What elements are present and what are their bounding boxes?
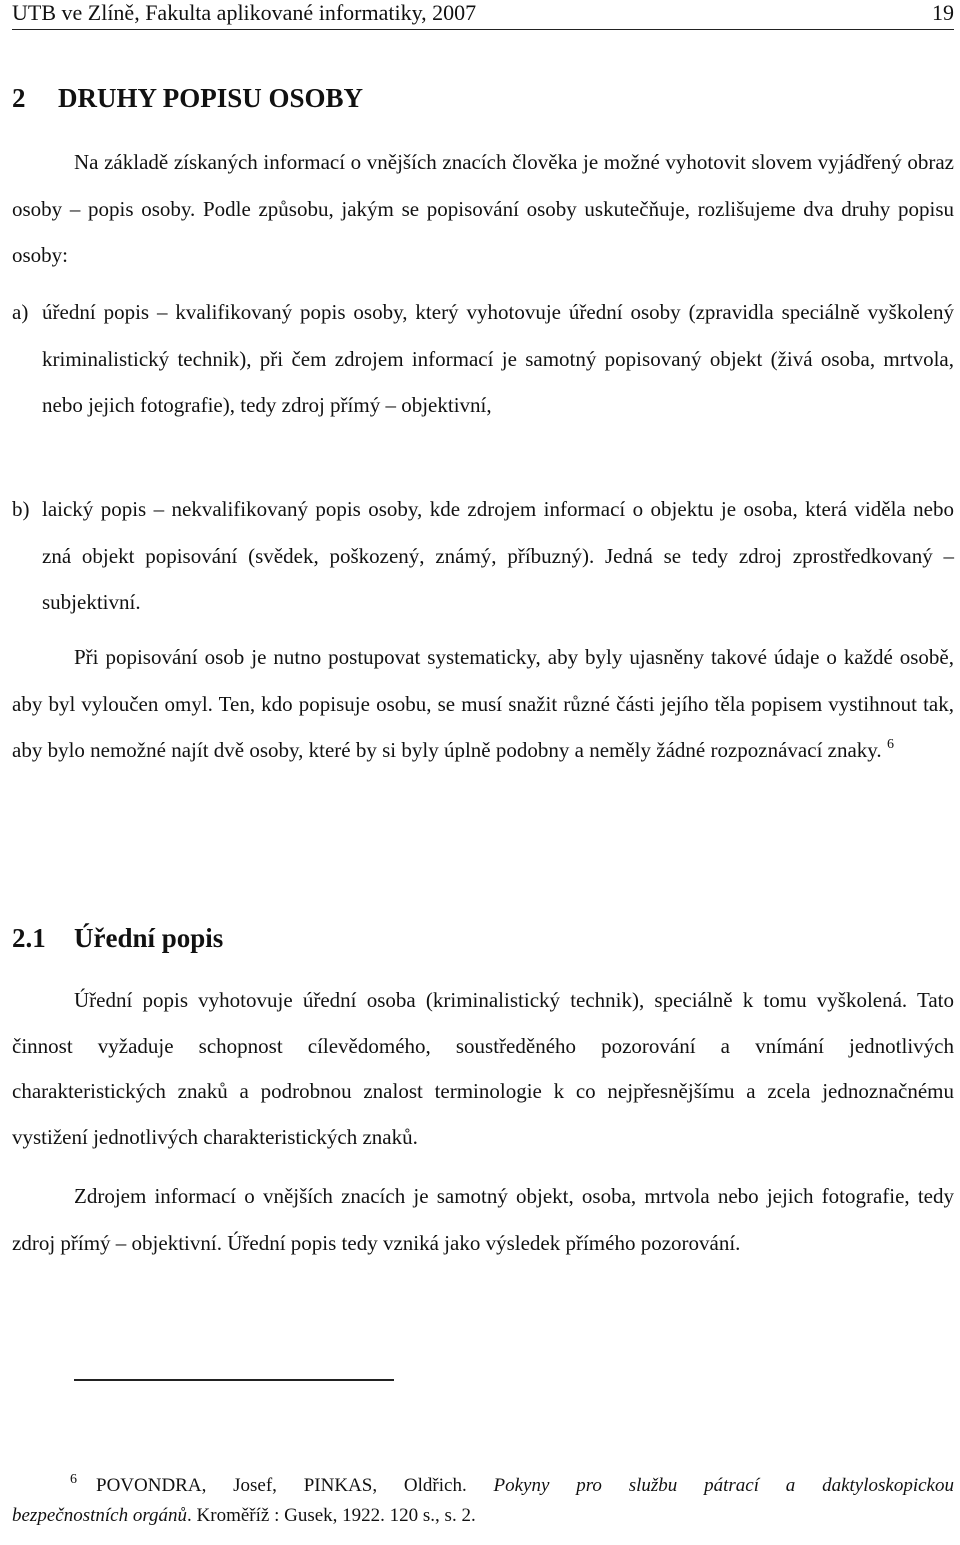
document-page — [12, 0, 954, 1545]
list-item-label: a) — [12, 300, 29, 324]
systematic-paragraph — [12, 634, 954, 774]
section-number: 2.1 — [12, 923, 46, 953]
running-header — [12, 0, 954, 26]
systematic-block — [12, 634, 954, 774]
footnote-authors: POVONDRA, Josef, PINKAS, Oldřich. — [96, 1475, 467, 1496]
chapter-title: DRUHY POPISU OSOBY — [58, 83, 364, 113]
section-title: Úřední popis — [74, 923, 224, 953]
source-paragraph: Zdrojem informací o vnějších znacích je samotný objekt, osoba, mrtvola nebo jejich fotografie, tedy zdroj přímý – objektivní. Úřední popis tedy vzniká jako výsledek přímého pozorování. — [12, 1184, 954, 1255]
footnote-line-2 — [12, 1501, 954, 1531]
official-description-block — [12, 978, 954, 1160]
header-rule — [12, 29, 954, 30]
footnote-title-part1: Pokyny pro službu pátrací a daktyloskopickou — [493, 1475, 954, 1496]
systematic-text: Při popisování osob je nutno postupovat systematicky, aby byly ujasněny takové údaje o každé osobě, aby byl vyloučen omyl. Ten, kdo popisuje osobu, se musí snažit různé části jejího těla popisem vystihnout tak, aby bylo nemožné najít dvě osoby, které by si byly úplně podobny a neměly žádné rozpoznávací znaky. — [12, 645, 954, 763]
description-types-list — [12, 289, 954, 429]
list-item-text: laický popis – nekvalifikovaný popis osoby, kde zdrojem informací o objektu je osoba, která viděla nebo zná objekt popisování (svědek, poškozený, známý, příbuzný). Jedná se tedy zdroj zprostředkovaný – subjektivní. — [42, 497, 954, 614]
chapter-number: 2 — [12, 83, 26, 113]
page-number: 19 — [932, 0, 954, 25]
footnote-reference: 6 — [886, 737, 894, 753]
footnote-mark: 6 — [70, 1472, 77, 1487]
footnote-publication: . Kroměříž : Gusek, 1922. 120 s., s. 2. — [187, 1505, 476, 1526]
chapter-heading — [12, 81, 363, 115]
list-item-label: b) — [12, 497, 30, 521]
intro-paragraph: Na základě získaných informací o vnějších znacích člověka je možné vyhotovit slovem vyjádřený obraz osoby – popis osoby. Podle způsobu, jakým se popisování osoby uskutečňuje, rozlišujeme dva druhy popisu osoby: — [12, 150, 954, 268]
footnote-separator — [74, 1379, 394, 1381]
list-item — [12, 289, 954, 429]
intro-block — [12, 139, 954, 279]
header-title: UTB ve Zlíně, Fakulta aplikované informatiky, 2007 — [12, 0, 477, 25]
official-description-paragraph: Úřední popis vyhotovuje úřední osoba (kriminalistický technik), speciálně k tomu vyškolená. Tato činnost vyžaduje schopnost cílevědomého, soustředěného pozorování a vnímání jednotlivých charakteristických znaků a podrobnou znalost terminologie k co nejpřesnějšímu a zcela jednoznačnému vystižení jednotlivých charakteristických znaků. — [12, 988, 954, 1149]
footnote-title-part2: bezpečnostních orgánů — [12, 1505, 188, 1526]
source-block — [12, 1173, 954, 1266]
list-item-text: úřední popis – kvalifikovaný popis osoby, který vyhotovuje úřední osoby (zpravidla speciálně vyškolený kriminalistický technik), při čem zdrojem informací je samotný popisovaný objekt (živá osoba, mrtvola, nebo jejich fotografie), tedy zdroj přímý – objektivní, — [42, 300, 954, 417]
footnote-line-1 — [12, 1471, 954, 1501]
list-item — [12, 486, 954, 626]
section-heading — [12, 921, 223, 955]
description-types-list-b — [12, 486, 954, 626]
footnote — [12, 1471, 954, 1531]
